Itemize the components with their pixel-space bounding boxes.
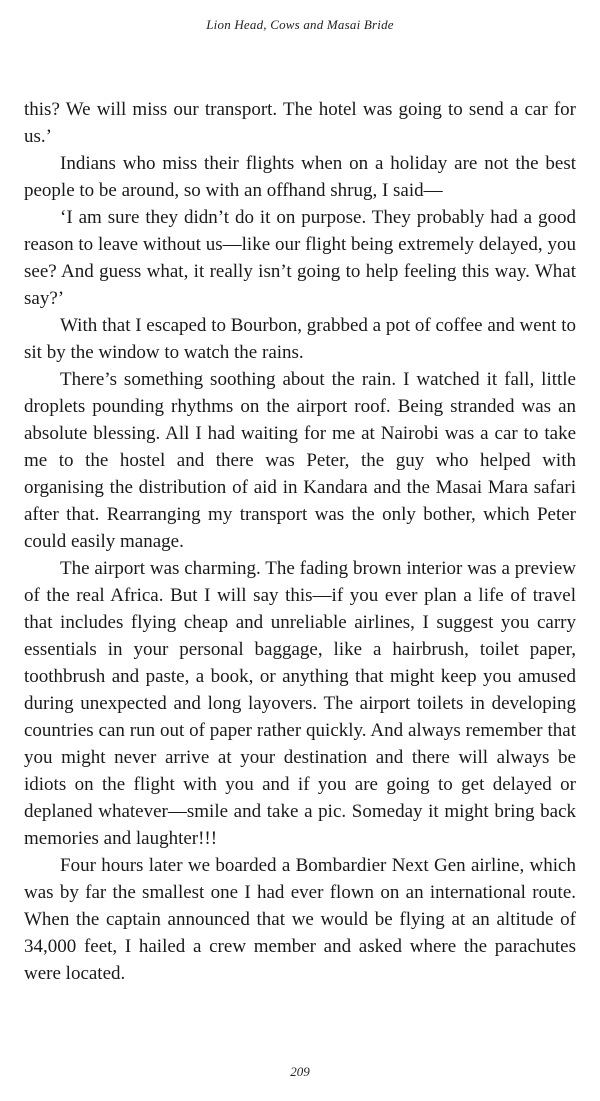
paragraph: Four hours later we boarded a Bombardier Next Gen airline, which was by far the smallest one I had ever flown on an international route. When the captain announced that we would be flying at an altitude of 34,000 feet, I hailed a crew member and asked where the parachutes were located. <box>24 855 576 984</box>
paragraph: With that I escaped to Bourbon, grabbed a pot of coffee and went to sit by the window to watch the rains. <box>24 315 576 363</box>
paragraph: The airport was charming. The fading brown interior was a preview of the real Africa. But I will say this—if you ever plan a life of travel that includes flying cheap and unreliable airlines, I suggest you carry essentials in your personal baggage, like a hairbrush, toilet paper, toothbrush and paste, a book, or anything that might keep you amused during unexpected and long layovers. The airport toilets in developing countries can run out of paper rather quickly. And always remember that you might never arrive at your destination and there will always be idiots on the flight with you and if you are going to get delayed or deplaned whatever—smile and take a pic. Someday it might bring back memories and laughter!!! <box>24 558 576 849</box>
body-text <box>24 96 576 987</box>
paragraph: Indians who miss their flights when on a holiday are not the best people to be around, so with an offhand shrug, I said— <box>24 153 576 201</box>
page-number: 209 <box>290 1064 310 1079</box>
running-head: Lion Head, Cows and Masai Bride <box>206 17 394 32</box>
paragraph-continued: this? We will miss our transport. The hotel was going to send a car for us.’ <box>24 99 576 147</box>
paragraph: There’s something soothing about the rain. I watched it fall, little droplets pounding rhythms on the airport roof. Being stranded was an absolute blessing. All I had waiting for me at Nairobi was a car to take me to the hostel and there was Peter, the guy who helped with organising the distribution of aid in Kandara and the Masai Mara safari after that. Rearranging my transport was the only bother, which Peter could easily manage. <box>24 369 576 552</box>
paragraph: ‘I am sure they didn’t do it on purpose. They probably had a good reason to leave without us—like our flight being extremely delayed, you see? And guess what, it really isn’t going to help feeling this way. What say?’ <box>24 207 576 309</box>
